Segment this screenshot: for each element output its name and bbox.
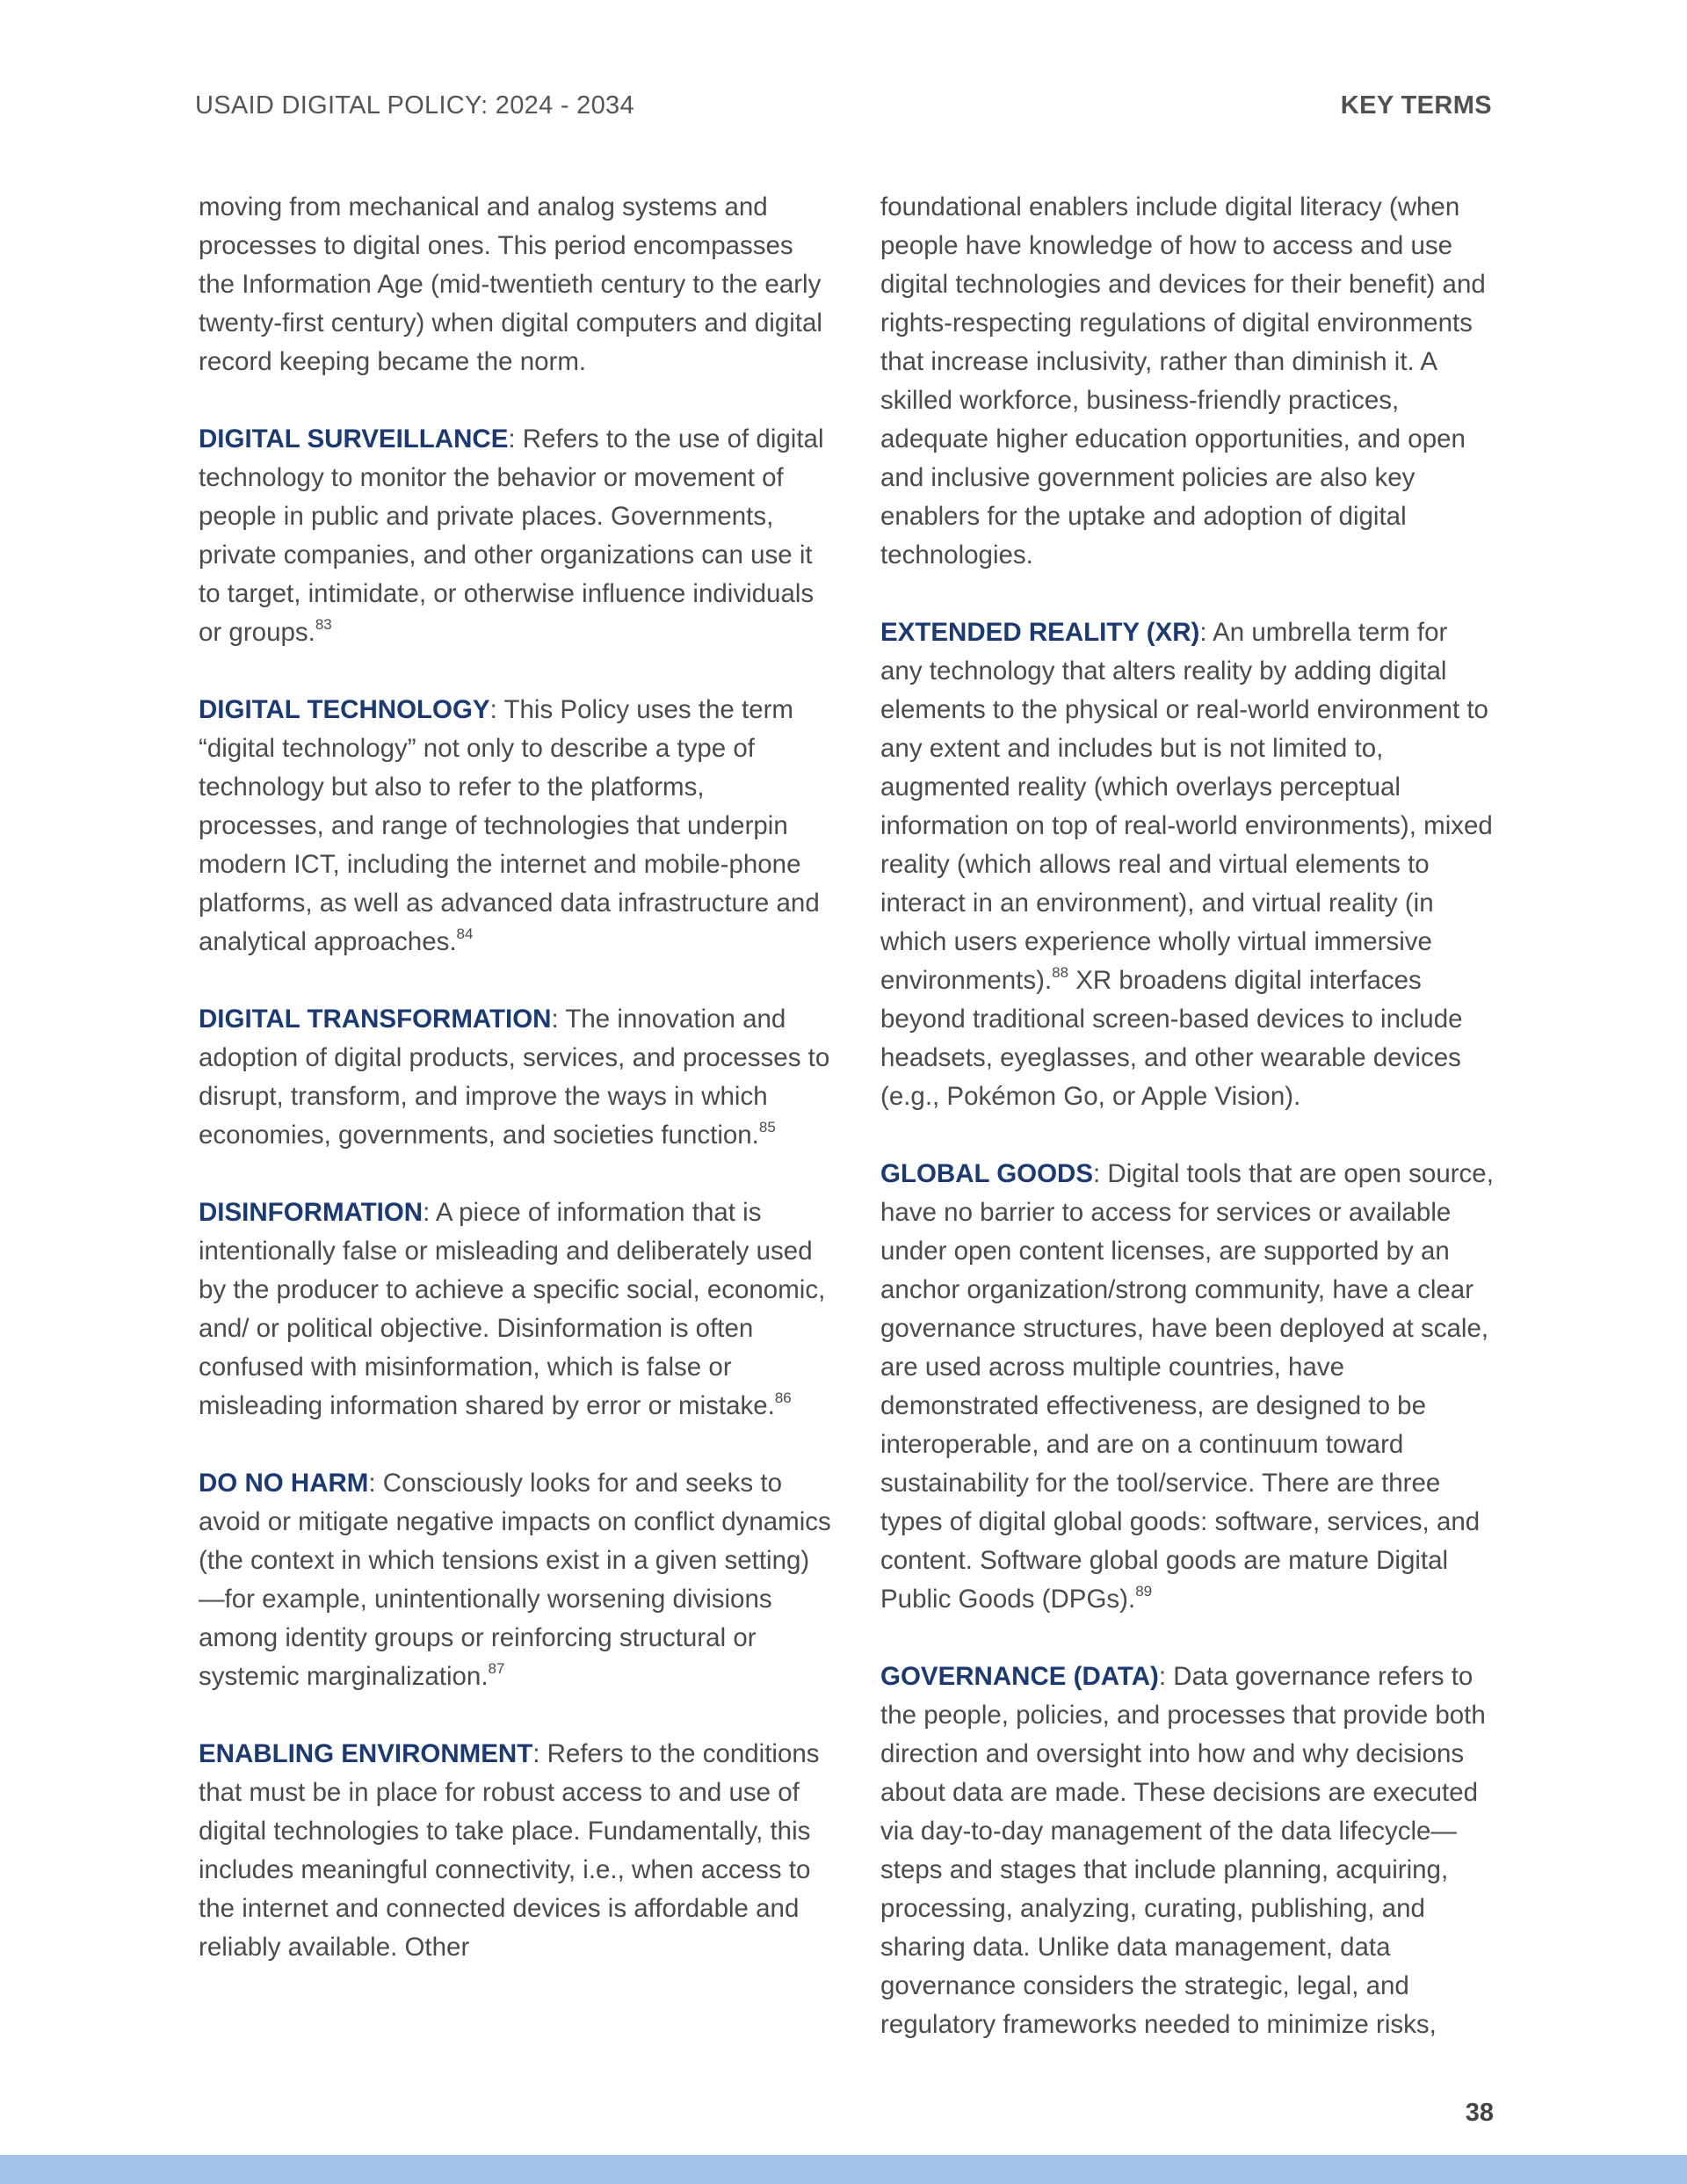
entry-term: DISINFORMATION (199, 1198, 424, 1227)
glossary-entry-extended-reality (880, 613, 1495, 1116)
entry-text: : Refers to the conditions that must be in place for robust access to and use of digital technologies to take place. Fundamentally, this includes meaningful connectivity, i.e., when access to the internet and connected devices is affordable and reliably available. Other (199, 1739, 820, 1962)
footnote-ref: 85 (758, 1119, 776, 1136)
footnote-ref: 87 (488, 1660, 505, 1678)
entry-term: EXTENDED REALITY (XR) (880, 618, 1200, 647)
section-title: KEY TERMS (1340, 91, 1492, 120)
page-header (195, 91, 1492, 130)
footnote-ref: 86 (774, 1389, 792, 1407)
glossary-entry-do-no-harm (199, 1464, 833, 1696)
left-column (199, 188, 833, 1967)
footer-bar (0, 2155, 1687, 2184)
entry-term: DO NO HARM (199, 1469, 369, 1498)
glossary-entry-digital-surveillance (199, 420, 833, 652)
entry-text: : Digital tools that are open source, have no barrier to access for services or available under open content licenses, are supported by an anchor organization/strong community, have a clear governance structures, have been deployed at scale, are used across multiple countries, have demonstrated effectiveness, are designed to be interoperable, and are on a continuum toward sustainability for the tool/service. There are three types of digital global goods: software, services, and content. Software global goods are mature Digital Public Goods (DPGs). (880, 1159, 1494, 1614)
page-number: 38 (1465, 2099, 1494, 2127)
entry-text: foundational enablers include digital literacy (when people have knowledge of how to access and use digital technologies and devices for their benefit) and rights-respecting regulations of digital environments that increase inclusivity, rather than diminish it. A skilled workforce, business-friendly practices, adequate higher education opportunities, and open and inclusive government policies are also key enablers for the uptake and adoption of digital technologies. (880, 192, 1486, 570)
entry-term: GOVERNANCE (DATA) (880, 1662, 1159, 1691)
glossary-entry-digital-technology (199, 691, 833, 961)
entry-text: : An umbrella term for any technology that alters reality by adding digital elements to the physical or real-world environment to any extent and includes but is not limited to, augmented reality (which overlays perceptual information on top of real-world environments), mixed reality (which allows real and virtual elements to interact in an environment), and virtual reality (in which users experience wholly virtual immersive environments). (880, 618, 1493, 995)
glossary-entry-enabling-environment (199, 1735, 833, 1967)
entry-term: DIGITAL TRANSFORMATION (199, 1005, 552, 1034)
glossary-entry-continued (199, 188, 833, 381)
glossary-entry-continued (880, 188, 1495, 575)
entry-text: : Data governance refers to the people, policies, and processes that provide both direction and oversight into how and why decisions about data are made. These decisions are executed via day-to-day management of the data lifecycle—steps and stages that include planning, acquiring, processing, analyzing, curating, publishing, and sharing data. Unlike data management, data governance considers the strategic, legal, and regulatory frameworks needed to minimize risks, (880, 1662, 1486, 2039)
footnote-ref: 89 (1135, 1583, 1153, 1600)
entry-text: : A piece of information that is intentionally false or misleading and deliberately used by the producer to achieve a specific social, economic, and/ or political objective. Disinformation is often confused with misinformation, which is false or misleading information shared by error or mistake. (199, 1198, 826, 1420)
entry-term: DIGITAL TECHNOLOGY (199, 695, 490, 724)
glossary-entry-digital-transformation (199, 1000, 833, 1155)
entry-term: DIGITAL SURVEILLANCE (199, 424, 509, 453)
entry-text: moving from mechanical and analog systems and processes to digital ones. This period encompasses the Information Age (mid-twentieth century to the early twenty-first century) when digital computers and digital record keeping became the norm. (199, 192, 822, 376)
footnote-ref: 83 (315, 616, 332, 634)
document-title: USAID DIGITAL POLICY: 2024 - 2034 (195, 91, 634, 120)
entry-term: ENABLING ENVIRONMENT (199, 1739, 533, 1768)
right-column (880, 188, 1495, 2044)
footnote-ref: 88 (1052, 964, 1069, 982)
glossary-entry-governance-data (880, 1658, 1495, 2044)
footnote-ref: 84 (456, 925, 474, 943)
glossary-entry-global-goods (880, 1155, 1495, 1619)
entry-text-after-footnote: XR broadens digital interfaces beyond traditional screen-based devices to include headsets, eyeglasses, and other wearable devices (e.g., Pokémon Go, or Apple Vision). (880, 966, 1463, 1111)
entry-term: GLOBAL GOODS (880, 1159, 1094, 1188)
entry-text: : This Policy uses the term “digital technology” not only to describe a type of technology but also to refer to the platforms, processes, and range of technologies that underpin modern ICT, including the internet and mobile-phone platforms, as well as advanced data infrastructure and analytical approaches. (199, 695, 820, 956)
entry-text: : Refers to the use of digital technology to monitor the behavior or movement of people in public and private places. Governments, private companies, and other organizations can use it to target, intimidate, or otherwise influence individuals or groups. (199, 424, 824, 647)
entry-text: : Consciously looks for and seeks to avoid or mitigate negative impacts on conflict dynamics (the context in which tensions exist in a given setting)—for example, unintentionally worsening divisions among identity groups or reinforcing structural or systemic marginalization. (199, 1469, 831, 1691)
glossary-entry-disinformation (199, 1194, 833, 1426)
entry-text: : The innovation and adoption of digital products, services, and processes to disrupt, transform, and improve the ways in which economies, governments, and societies function. (199, 1005, 830, 1150)
